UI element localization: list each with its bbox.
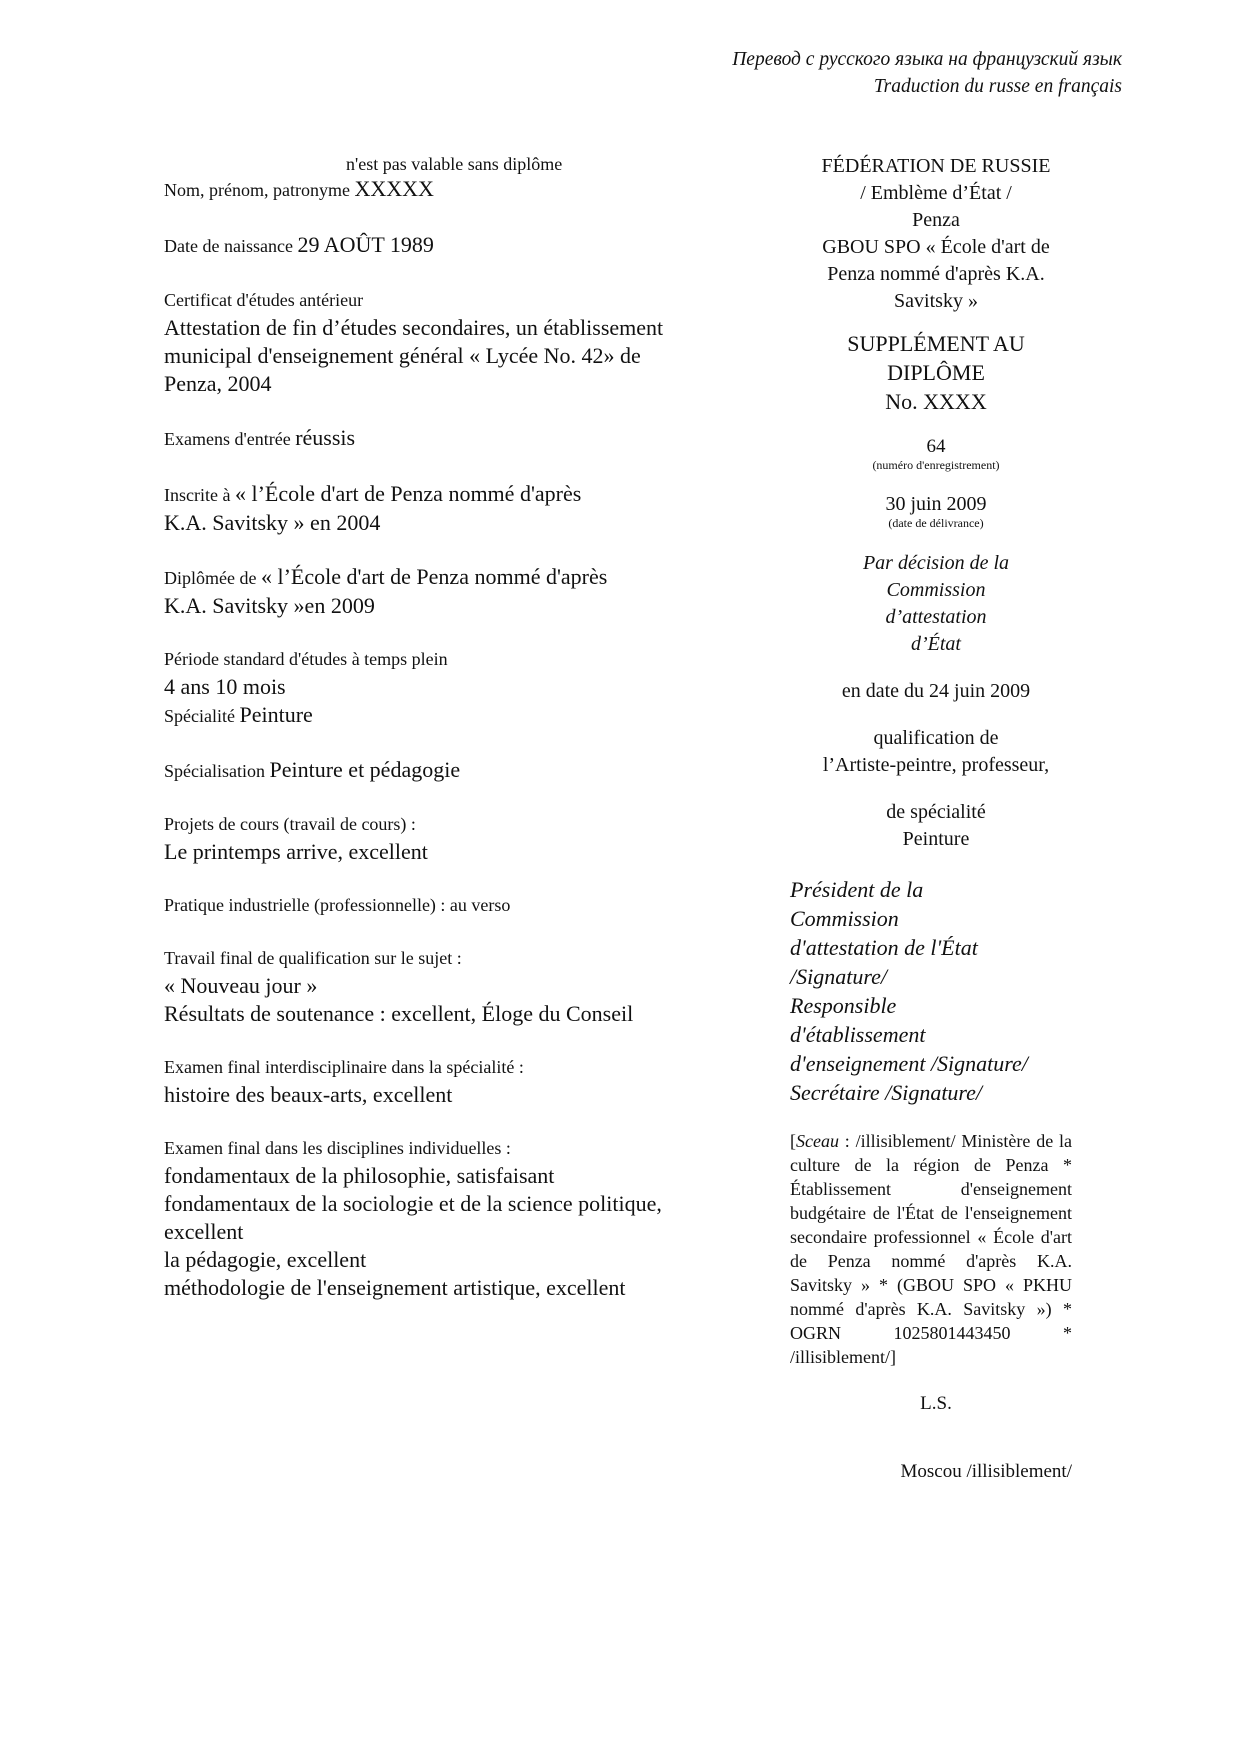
translation-header	[732, 46, 1122, 100]
name-row	[164, 175, 754, 205]
qualification-line: qualification de	[873, 727, 999, 749]
certificate-line: Penza, 2004	[164, 371, 272, 396]
signature-line: d'attestation de l'État	[790, 935, 978, 960]
certificate-line: Attestation de fin d’études secondaires, un établissement	[164, 315, 664, 340]
signature-line: d'établissement	[790, 1022, 926, 1047]
graduated-value-line: K.A. Savitsky »en 2009	[164, 593, 375, 618]
decision-line: Par décision de la	[862, 552, 1010, 574]
entry-exams-row	[164, 424, 754, 454]
issuer-heading	[790, 153, 1082, 315]
birth-label: Date de naissance	[164, 236, 298, 256]
final-work-block	[164, 945, 754, 1028]
specialty-line: de spécialité	[886, 801, 986, 823]
projects-label: Projets de cours (travail de cours) :	[164, 814, 416, 834]
enrolled-value-line: « l’École d'art de Penza nommé d'après	[234, 481, 582, 506]
header-line-french: Traduction du russe en français	[873, 76, 1122, 97]
header-line-russian: Перевод с русского языка на французский язык	[732, 49, 1122, 70]
projects-block	[164, 811, 754, 866]
certificate-block	[164, 287, 754, 398]
final-work-line: « Nouveau jour »	[164, 973, 318, 998]
registration-caption: (numéro d'enregistrement)	[872, 458, 1000, 472]
locus-sigilli: L.S.	[920, 1393, 952, 1414]
qualification-line: l’Artiste-peintre, professeur,	[822, 754, 1050, 776]
right-column	[790, 153, 1082, 1483]
seal-text: : /illisiblement/ Ministère de la culture de la région de Penza * Établissement d'enseignement budgétaire de l'État de l'enseignement secondaire professionnel « École d'art de Penza nommé d'après K.A. Savitsky » * (GBOU SPO « PKHU nommé d'après K.A. Savitsky ») * OGRN 1025801443450 * /illisiblement/]	[790, 1131, 1072, 1367]
specialty-label: Spécialité	[164, 706, 240, 726]
seal-label: Sceau	[796, 1131, 839, 1151]
title-line: DIPLÔME	[887, 360, 985, 385]
decision-line: d’attestation	[885, 606, 987, 628]
specialty-value: Peinture	[239, 702, 313, 727]
period-label: Période standard d'études à temps plein	[164, 649, 448, 669]
validity-note: n'est pas valable sans diplôme	[346, 154, 563, 174]
signature-line: Responsible	[790, 993, 897, 1018]
signature-line: Secrétaire /Signature/	[790, 1080, 983, 1105]
discipline-line: excellent	[164, 1219, 244, 1244]
issuer-line: GBOU SPO « École d'art de	[822, 236, 1050, 258]
issuer-line: Penza	[912, 209, 960, 231]
issuer-line: Savitsky »	[894, 290, 978, 312]
moscow-stamp-text: Moscou /illisiblement/	[900, 1461, 1072, 1482]
final-work-line: Résultats de soutenance : excellent, Éloge du Conseil	[164, 1001, 634, 1026]
entry-exams-value: réussis	[295, 425, 356, 450]
period-value: 4 ans 10 mois	[164, 674, 286, 699]
enrolled-block	[164, 480, 754, 537]
decision-line: d’État	[911, 633, 961, 655]
title-line: No. XXXX	[885, 389, 987, 414]
practice-row: Pratique industrielle (professionnelle) : au verso	[164, 895, 511, 915]
birth-row	[164, 231, 754, 261]
interdisciplinary-block	[164, 1054, 754, 1109]
interdisciplinary-value: histoire des beaux-arts, excellent	[164, 1082, 453, 1107]
discipline-line: la pédagogie, excellent	[164, 1247, 367, 1272]
decision-date: en date du 24 juin 2009	[841, 680, 1031, 702]
specialization-row	[164, 756, 754, 785]
signature-line: d'enseignement /Signature/	[790, 1051, 1028, 1076]
discipline-line: fondamentaux de la philosophie, satisfaisant	[164, 1163, 555, 1188]
decision-block	[790, 550, 1082, 658]
specialty-line: Peinture	[902, 828, 970, 850]
period-block	[164, 646, 754, 730]
signature-line: Président de la	[790, 877, 924, 902]
final-work-label: Travail final de qualification sur le sujet :	[164, 948, 462, 968]
issue-date-caption: (date de délivrance)	[888, 516, 984, 530]
discipline-line: méthodologie de l'enseignement artistique, excellent	[164, 1275, 626, 1300]
projects-value: Le printemps arrive, excellent	[164, 839, 428, 864]
signature-line: Commission	[790, 906, 899, 931]
discipline-line: fondamentaux de la sociologie et de la science politique,	[164, 1191, 662, 1216]
left-column	[164, 153, 754, 1302]
birth-value: 29 AOÛT 1989	[297, 232, 434, 257]
individual-disciplines-block	[164, 1135, 754, 1302]
graduated-block	[164, 563, 754, 620]
issuer-line: Penza nommé d'après K.A.	[827, 263, 1045, 285]
entry-exams-label: Examens d'entrée	[164, 429, 296, 449]
enrolled-value-line: K.A. Savitsky » en 2004	[164, 510, 381, 535]
decision-line: Commission	[886, 579, 986, 601]
signature-line: /Signature/	[790, 964, 887, 989]
specialization-label: Spécialisation	[164, 761, 270, 781]
seal-description	[790, 1129, 1072, 1369]
document-title	[790, 329, 1082, 416]
interdisciplinary-label: Examen final interdisciplinaire dans la spécialité :	[164, 1057, 524, 1077]
seal-bracket: [	[790, 1131, 796, 1151]
individual-disciplines-label: Examen final dans les disciplines individuelles :	[164, 1138, 511, 1158]
enrolled-label: Inscrite à	[164, 485, 235, 505]
signatures-block	[790, 875, 1082, 1107]
issuer-line: / Emblème d’État /	[860, 182, 1012, 204]
certificate-line: municipal d'enseignement général « Lycée No. 42» de	[164, 343, 641, 368]
graduated-label: Diplômée de	[164, 568, 261, 588]
name-label: Nom, prénom, patronyme	[164, 180, 355, 200]
registration-number: 64	[926, 436, 946, 457]
title-line: SUPPLÉMENT AU	[847, 331, 1025, 356]
name-value: XXXXX	[354, 176, 434, 201]
qualification-block	[790, 725, 1082, 779]
specialty-block	[790, 799, 1082, 853]
issuer-line: FÉDÉRATION DE RUSSIE	[821, 155, 1051, 177]
certificate-label: Certificat d'études antérieur	[164, 290, 364, 310]
graduated-value-line: « l’École d'art de Penza nommé d'après	[260, 564, 608, 589]
issue-date: 30 juin 2009	[885, 493, 987, 515]
specialization-value: Peinture et pédagogie	[269, 757, 461, 782]
